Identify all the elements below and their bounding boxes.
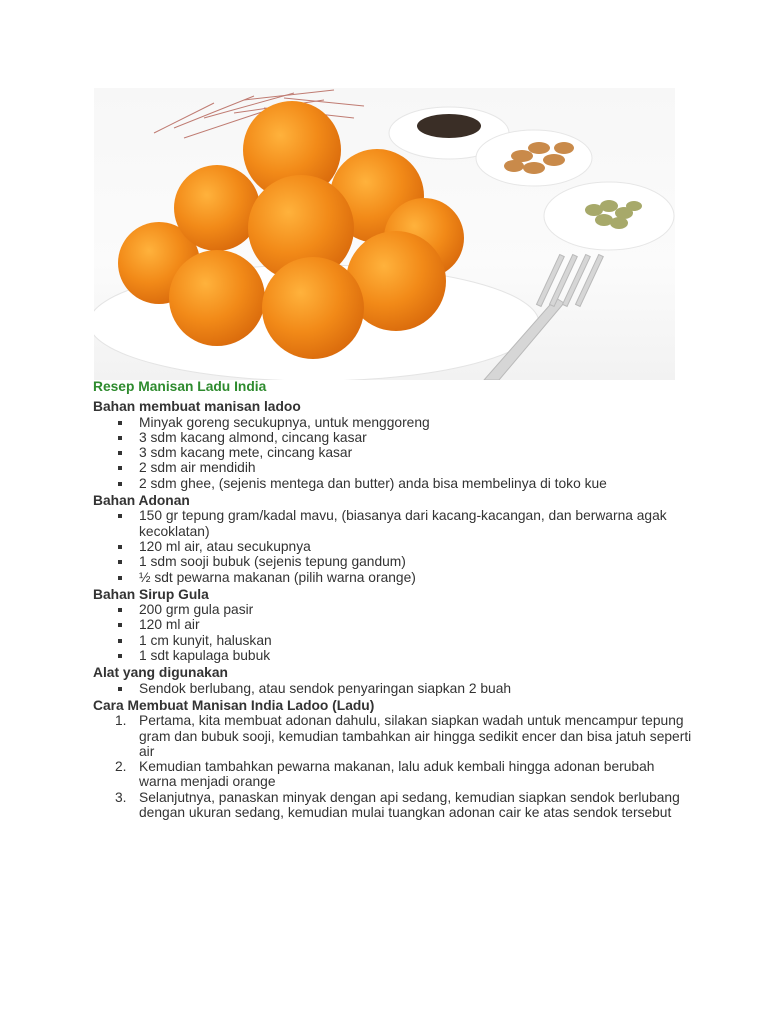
list-item: 3 sdm kacang almond, cincang kasar bbox=[139, 430, 693, 445]
step-number: 1. bbox=[115, 713, 127, 729]
ingredient-section bbox=[93, 399, 693, 491]
ingredient-section bbox=[93, 665, 693, 696]
recipe-title: Resep Manisan Ladu India bbox=[93, 379, 267, 394]
ladoo-photo bbox=[94, 88, 675, 380]
step-item bbox=[115, 713, 693, 759]
section-heading: Bahan Sirup Gula bbox=[93, 586, 209, 602]
ingredient-sections bbox=[93, 399, 693, 696]
step-text: Selanjutnya, panaskan minyak dengan api sedang, kemudian siapkan sendok berlubang dengan ukuran sedang, kemudian mulai tuangkan adonan cair ke atas sendok tersebut bbox=[139, 789, 680, 821]
recipe-content bbox=[93, 379, 693, 822]
step-number: 3. bbox=[115, 789, 127, 805]
ingredient-list bbox=[93, 602, 693, 663]
list-item: Minyak goreng secukupnya, untuk menggoreng bbox=[139, 415, 693, 430]
steps-heading: Cara Membuat Manisan India Ladoo (Ladu) bbox=[93, 697, 375, 713]
step-item bbox=[115, 789, 693, 821]
list-item: Sendok berlubang, atau sendok penyaringan siapkan 2 buah bbox=[139, 681, 693, 696]
list-item: 200 grm gula pasir bbox=[139, 602, 693, 617]
list-item: 2 sdm ghee, (sejenis mentega dan butter) anda bisa membelinya di toko kue bbox=[139, 476, 693, 491]
list-item: ½ sdt pewarna makanan (pilih warna orange) bbox=[139, 570, 693, 585]
list-item: 1 sdt kapulaga bubuk bbox=[139, 648, 693, 663]
section-heading: Bahan Adonan bbox=[93, 493, 190, 509]
steps-list bbox=[93, 713, 693, 820]
section-heading: Bahan membuat manisan ladoo bbox=[93, 399, 301, 415]
step-text: Pertama, kita membuat adonan dahulu, silakan siapkan wadah untuk mencampur tepung gram dan bubuk sooji, kemudian tambahkan air hingga sedikit encer dan bisa jatuh seperti air bbox=[139, 713, 692, 759]
section-heading: Alat yang digunakan bbox=[93, 665, 228, 681]
step-number: 2. bbox=[115, 759, 127, 775]
step-item bbox=[115, 759, 693, 790]
list-item: 1 sdm sooji bubuk (sejenis tepung gandum) bbox=[139, 554, 693, 569]
ingredient-list bbox=[93, 681, 693, 696]
ingredient-list bbox=[93, 508, 693, 584]
ladoo-illustration bbox=[94, 88, 675, 380]
ingredient-section bbox=[93, 493, 693, 585]
list-item: 120 ml air, atau secukupnya bbox=[139, 539, 693, 554]
ingredient-list bbox=[93, 415, 693, 491]
step-text: Kemudian tambahkan pewarna makanan, lalu aduk kembali hingga adonan berubah warna menjadi orange bbox=[139, 759, 655, 790]
list-item: 1 cm kunyit, haluskan bbox=[139, 633, 693, 648]
list-item: 120 ml air bbox=[139, 617, 693, 632]
list-item: 150 gr tepung gram/kadal mavu, (biasanya dari kacang-kacangan, dan berwarna agak kecoklatan) bbox=[139, 508, 693, 539]
list-item: 2 sdm air mendidih bbox=[139, 460, 693, 475]
ingredient-section bbox=[93, 587, 693, 663]
list-item: 3 sdm kacang mete, cincang kasar bbox=[139, 445, 693, 460]
